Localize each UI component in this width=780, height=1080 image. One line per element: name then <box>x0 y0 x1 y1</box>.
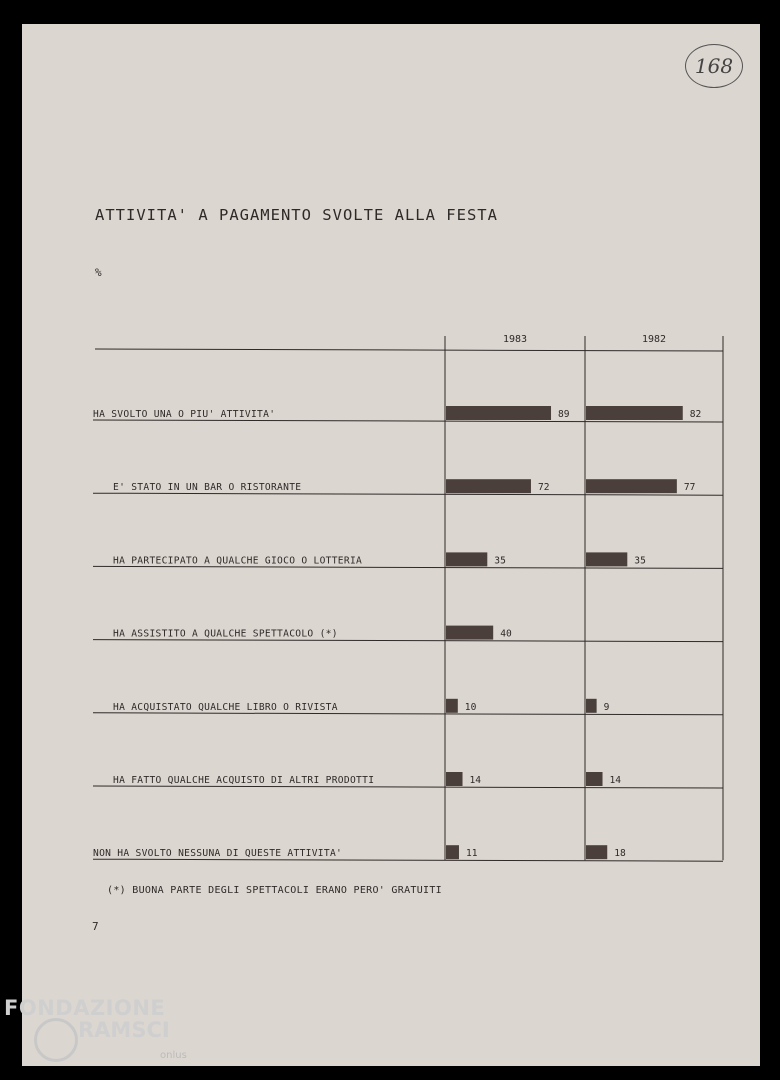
data-label-1982: 18 <box>614 848 626 860</box>
watermark-line1: FONDAZIONE <box>4 996 166 1020</box>
row-rule <box>93 420 723 422</box>
watermark-line2: RAMSCI <box>78 1018 170 1042</box>
unit-label: % <box>95 266 102 279</box>
category-label: HA PARTECIPATO A QUALCHE GIOCO O LOTTERIA <box>113 555 363 567</box>
row-rule <box>93 859 723 861</box>
row-rule <box>93 640 723 642</box>
data-label-1983: 10 <box>464 701 477 713</box>
bar-1983 <box>446 772 463 786</box>
bar-1983 <box>446 699 458 713</box>
data-label-1983: 40 <box>500 628 512 640</box>
bar-1982 <box>586 552 627 566</box>
page-number: 168 <box>685 44 743 88</box>
row-rule <box>93 713 723 715</box>
row-rule <box>93 566 723 568</box>
category-label: NON HA SVOLTO NESSUNA DI QUESTE ATTIVITA' <box>93 848 343 860</box>
data-label-1982: 82 <box>689 409 702 420</box>
data-label-1983: 14 <box>469 775 482 786</box>
chart-title: ATTIVITA' A PAGAMENTO SVOLTE ALLA FESTA <box>95 206 498 224</box>
watermark-line3: onlus <box>160 1050 187 1061</box>
row-rule <box>93 493 723 495</box>
bar-1982 <box>586 845 607 859</box>
bar-1983 <box>446 552 487 566</box>
report-page-number: 7 <box>92 920 99 933</box>
header-rule <box>95 349 723 351</box>
data-label-1983: 35 <box>494 555 506 567</box>
footnote: (*) BUONA PARTE DEGLI SPETTACOLI ERANO PERO' GRATUITI <box>107 885 442 896</box>
watermark-g-icon <box>34 1018 78 1062</box>
bar-1983 <box>446 626 493 640</box>
data-label-1983: 11 <box>465 848 478 860</box>
bar-1983 <box>446 845 459 859</box>
series-header-1983: 1983 <box>502 334 528 345</box>
category-label: HA SVOLTO UNA O PIU' ATTIVITA' <box>93 409 276 420</box>
category-label: HA ASSISTITO A QUALCHE SPETTACOLO (*) <box>113 628 338 640</box>
bar-1982 <box>586 699 597 713</box>
category-label: HA FATTO QUALCHE ACQUISTO DI ALTRI PRODOTTI <box>113 775 375 786</box>
data-label-1983: 89 <box>558 409 570 420</box>
bar-1982 <box>586 772 603 786</box>
data-label-1982: 35 <box>634 555 646 567</box>
row-rule <box>93 786 723 788</box>
data-label-1982: 9 <box>603 701 610 713</box>
category-label: E' STATO IN UN BAR O RISTORANTE <box>113 482 302 494</box>
watermark-logo <box>4 996 204 1076</box>
bar-1982 <box>586 479 677 493</box>
bar-1982 <box>586 406 683 420</box>
category-label: HA ACQUISTATO QUALCHE LIBRO O RIVISTA <box>113 701 338 713</box>
data-label-1982: 77 <box>683 482 696 494</box>
bar-1983 <box>446 406 551 420</box>
bar-1983 <box>446 479 531 493</box>
data-label-1983: 72 <box>537 482 550 494</box>
data-label-1982: 14 <box>609 775 622 786</box>
series-header-1982: 1982 <box>641 334 667 345</box>
